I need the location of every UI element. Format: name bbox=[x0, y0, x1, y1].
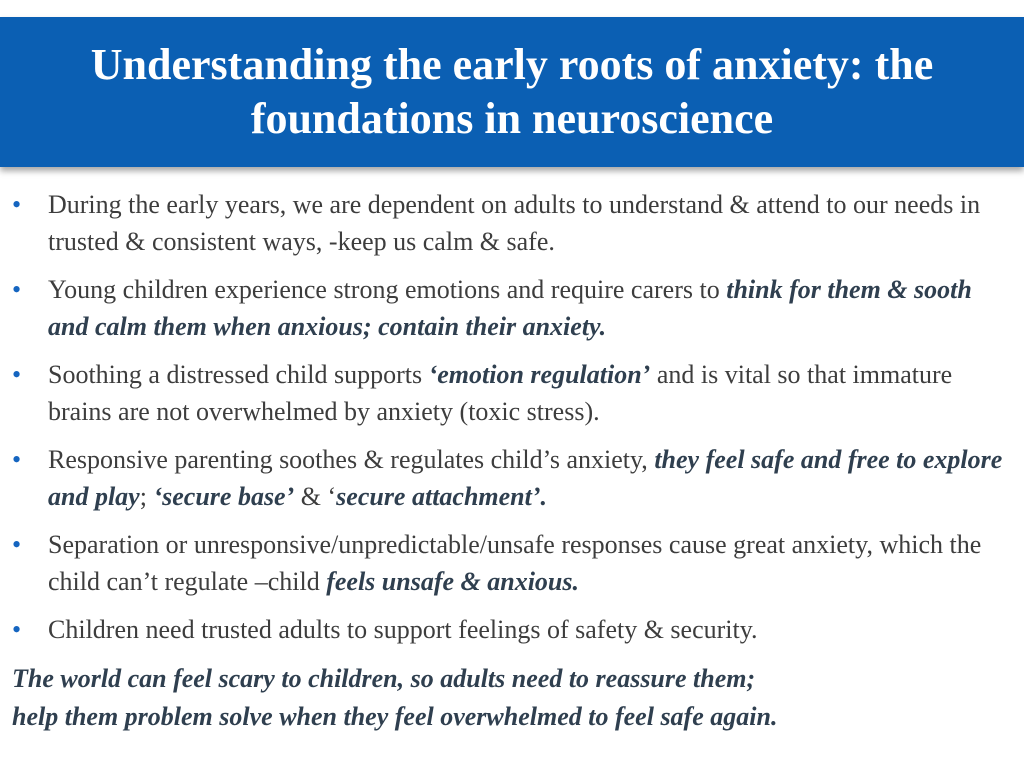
bullet-dot-icon: • bbox=[12, 275, 22, 304]
bullet-text: and is vital so that immature brains are not overwhelmed by anxiety (toxic stress). bbox=[48, 360, 953, 426]
closing-statement bbox=[12, 660, 1012, 736]
bullet-text: During the early years, we are dependent on adults to understand & attend to our needs in trusted & consistent ways, -keep us calm & safe. bbox=[48, 190, 981, 256]
bullet-dot-icon: • bbox=[12, 445, 22, 474]
slide-title-line-1: Understanding the early roots of anxiety: the bbox=[90, 40, 934, 89]
bullet-text: Responsive parenting soothes & regulates child’s anxiety, bbox=[48, 445, 655, 474]
bullet-emphasis: they feel safe and free to explore and play bbox=[48, 445, 1003, 511]
bullet-dot-icon: • bbox=[12, 360, 22, 389]
bullet-emphasis: secure attachment’. bbox=[336, 482, 548, 511]
bullet-item-4 bbox=[0, 441, 1024, 515]
bullet-dot-icon: • bbox=[12, 615, 22, 644]
closing-line-1: The world can feel scary to children, so adults need to reassure them; bbox=[12, 664, 756, 693]
bullet-emphasis: feels unsafe & anxious. bbox=[326, 567, 580, 596]
title-band bbox=[0, 17, 1024, 167]
bullet-dot-icon: • bbox=[12, 530, 22, 559]
bullet-item-5 bbox=[0, 526, 1024, 600]
bullet-item-6 bbox=[0, 611, 1024, 648]
bullet-text: Young children experience strong emotions and require carers to bbox=[48, 275, 727, 304]
bullet-emphasis: think for them & sooth and calm them when anxious; contain their anxiety. bbox=[48, 275, 972, 341]
bullet-item-3 bbox=[0, 356, 1024, 430]
bullet-dot-icon: • bbox=[12, 190, 22, 219]
slide-title bbox=[71, 38, 953, 146]
bullet-text: & ‘ bbox=[294, 482, 337, 511]
slide-title-line-2: foundations in neuroscience bbox=[250, 94, 774, 143]
bullet-emphasis: ‘secure base’ bbox=[153, 482, 295, 511]
bullet-item-2 bbox=[0, 271, 1024, 345]
bullet-text: ; bbox=[139, 482, 154, 511]
bullet-item-1 bbox=[0, 186, 1024, 260]
bullet-text: Soothing a distressed child supports bbox=[48, 360, 429, 389]
closing-line-2: help them problem solve when they feel overwhelmed to feel safe again. bbox=[12, 702, 778, 731]
bullet-text: Children need trusted adults to support feelings of safety & security. bbox=[48, 615, 758, 644]
bullet-emphasis: ‘emotion regulation’ bbox=[428, 360, 651, 389]
bullet-text: Separation or unresponsive/unpredictable/unsafe responses cause great anxiety, which the child can’t regulate –child bbox=[48, 530, 982, 596]
bullet-list bbox=[0, 186, 1024, 659]
